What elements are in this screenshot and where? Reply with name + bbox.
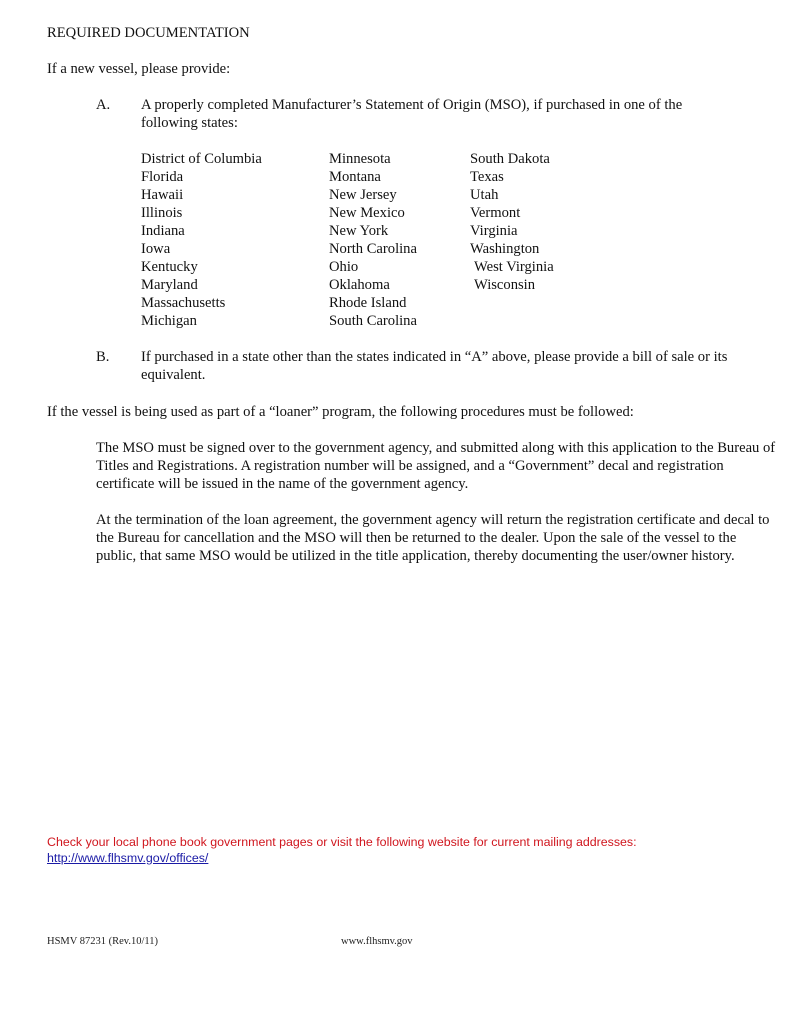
states-column-3 (470, 150, 554, 294)
state-name: North Carolina (329, 241, 417, 257)
state-name: Maryland (141, 277, 198, 293)
new-vessel-intro: If a new vessel, please provide: (47, 61, 231, 77)
state-name: Florida (141, 169, 184, 185)
state-name: New Jersey (329, 187, 397, 203)
item-b-label: B. (96, 349, 110, 365)
state-name: Washington (470, 241, 540, 257)
state-name: Indiana (141, 223, 185, 239)
item-a-text: A properly completed Manufacturer’s Statement of Origin (MSO), if purchased in one of the following states: (141, 97, 683, 131)
offices-link[interactable]: http://www.flhsmv.gov/offices/ (47, 851, 209, 865)
document-heading: REQUIRED DOCUMENTATION (47, 25, 250, 41)
item-a-label: A. (96, 97, 111, 113)
loaner-paragraph-1: The MSO must be signed over to the government agency, and submitted along with this application to the Bureau of Titles and Registrations. A registration number will be assigned, and a “Government” decal and registration certificate will be issued in the name of the government agency. (96, 440, 776, 492)
state-name: Texas (470, 169, 504, 185)
state-name: New York (329, 223, 389, 239)
mailing-address-notice: Check your local phone book government pages or visit the following website for current mailing addresses: (47, 835, 637, 849)
state-name: Iowa (141, 241, 171, 257)
loaner-intro: If the vessel is being used as part of a “loaner” program, the following procedures must be followed: (47, 404, 634, 420)
state-name: Hawaii (141, 187, 184, 203)
state-name: District of Columbia (141, 151, 262, 167)
state-name: Michigan (141, 313, 197, 329)
state-name: West Virginia (474, 259, 554, 275)
state-name: South Carolina (329, 313, 417, 329)
state-name: Wisconsin (474, 277, 536, 293)
state-name: Minnesota (329, 151, 391, 167)
item-b-text: If purchased in a state other than the states indicated in “A” above, please provide a bill of sale or its equivalent. (141, 349, 728, 383)
loaner-paragraph-2: At the termination of the loan agreement, the government agency will return the registration certificate and decal to the Bureau for cancellation and the MSO will then be returned to the dealer. Upon the sale of the vessel to the public, that same MSO would be utilized in the title application, thereby documenting the user/owner history. (96, 512, 770, 564)
state-name: Kentucky (141, 259, 198, 275)
state-name: South Dakota (470, 151, 550, 167)
state-name: Oklahoma (329, 277, 390, 293)
state-name: New Mexico (329, 205, 405, 221)
state-name: Illinois (141, 205, 183, 221)
state-name: Montana (329, 169, 381, 185)
state-name: Utah (470, 187, 499, 203)
state-name: Ohio (329, 259, 359, 275)
footer-website: www.flhsmv.gov (341, 936, 413, 947)
state-name: Vermont (470, 205, 521, 221)
state-name: Virginia (470, 223, 518, 239)
state-name: Rhode Island (329, 295, 407, 311)
states-column-2 (329, 150, 417, 330)
states-column-1 (141, 150, 262, 330)
form-id: HSMV 87231 (Rev.10/11) (47, 936, 159, 947)
state-name: Massachusetts (141, 295, 226, 311)
